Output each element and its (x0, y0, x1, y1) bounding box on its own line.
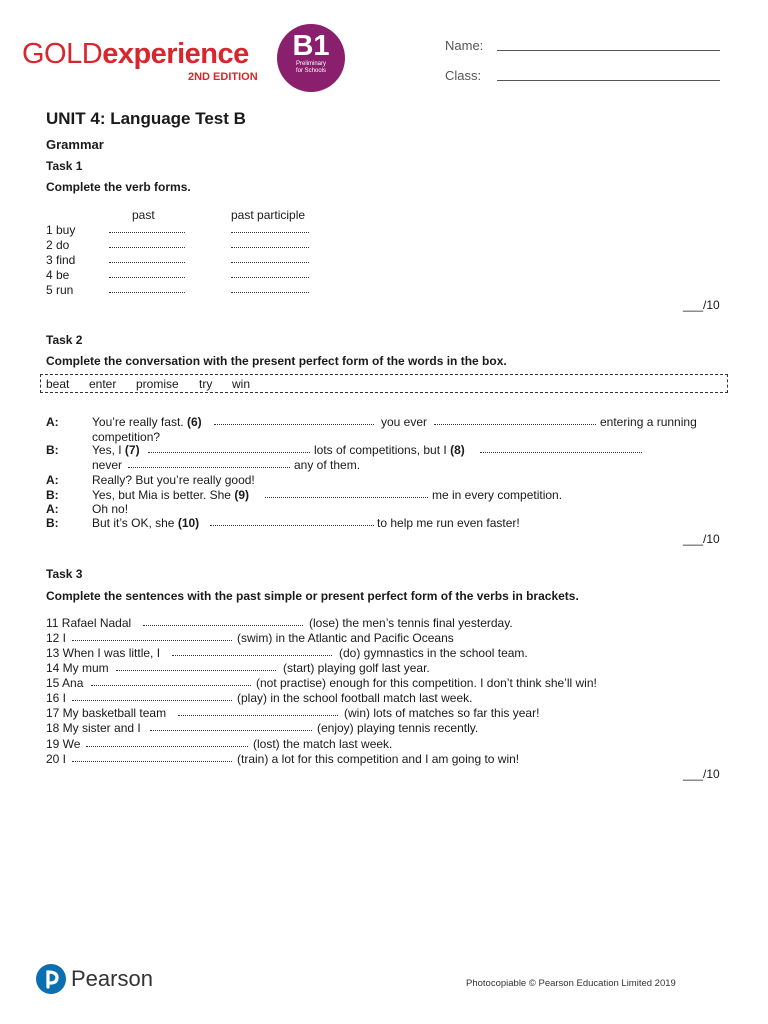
sentence-11-start: 11 Rafael Nadal (46, 616, 132, 630)
dialogue-text: Oh no! (92, 502, 129, 516)
sentence-18-start: 18 My sister and I (46, 721, 141, 735)
sentence-19-end: (lost) the match last week. (253, 737, 393, 751)
sentence-13-start: 13 When I was little, I (46, 646, 161, 660)
box-word-beat: beat (46, 377, 70, 391)
level-sub1: Preliminary (295, 61, 326, 67)
dialogue-text: entering a running (600, 415, 697, 429)
sentence-16-end: (play) in the school football match last week. (237, 691, 473, 705)
speaker-a: A: (46, 502, 59, 516)
edition-label: 2ND EDITION (188, 71, 258, 83)
dialogue-text: you ever (381, 415, 428, 429)
dialogue-text (92, 516, 199, 530)
publisher-name: Pearson (71, 966, 153, 991)
dialogue-text (92, 443, 140, 457)
answer-blank[interactable] (434, 424, 596, 425)
dialogue-text (314, 443, 465, 457)
col-past-header: past (132, 208, 155, 222)
answer-blank[interactable] (91, 685, 251, 686)
question-number: (8) (450, 443, 465, 457)
sentence-20-end: (train) a lot for this competition and I am going to win! (237, 752, 520, 766)
answer-blank[interactable] (265, 497, 428, 498)
sentence-15-end: (not practise) enough for this competition. I don’t think she’ll win! (256, 676, 597, 690)
question-number: (6) (186, 415, 202, 429)
speaker-a: A: (46, 415, 59, 429)
task3-heading: Task 3 (46, 567, 83, 581)
answer-blank[interactable] (231, 292, 309, 293)
box-word-win: win (232, 377, 251, 391)
sentence-20-start: 20 I (46, 752, 67, 766)
answer-blank[interactable] (231, 277, 309, 278)
dialogue-text: But it’s OK, she (92, 516, 175, 530)
answer-blank[interactable] (210, 525, 374, 526)
task1-row-2: 2 do (46, 238, 70, 252)
box-word-try: try (199, 377, 213, 391)
speaker-b: B: (46, 443, 59, 457)
sentence-16-start: 16 I (46, 691, 67, 705)
answer-blank[interactable] (109, 232, 185, 233)
question-number: (10) (177, 516, 200, 530)
task2-heading: Task 2 (46, 333, 83, 347)
level-badge (277, 24, 345, 92)
answer-blank[interactable] (86, 746, 248, 747)
answer-blank[interactable] (231, 262, 309, 263)
brand-logo (22, 38, 249, 71)
task1-row-3: 3 find (46, 253, 76, 267)
box-word-enter: enter (89, 377, 117, 391)
answer-blank[interactable] (214, 424, 374, 425)
answer-blank[interactable] (231, 232, 309, 233)
brand-gold-text: GOLD (22, 38, 103, 70)
answer-blank[interactable] (143, 625, 303, 626)
level-sub2: for Schools (295, 68, 326, 74)
task1-score: ___/10 (683, 298, 720, 312)
dialogue-text (92, 415, 202, 429)
answer-blank[interactable] (148, 452, 310, 453)
name-label: Name: (445, 38, 484, 53)
task1-row-1: 1 buy (46, 223, 76, 237)
dialogue-text: never (92, 458, 123, 472)
task2-instruction: Complete the conversation with the present perfect form of the words in the box. (46, 354, 507, 368)
answer-blank[interactable] (109, 262, 185, 263)
answer-blank[interactable] (72, 700, 232, 701)
answer-blank[interactable] (172, 655, 332, 656)
dialogue-text: lots of competitions, but I (314, 443, 447, 457)
sentence-13-end: (do) gymnastics in the school team. (339, 646, 528, 660)
task3-instruction: Complete the sentences with the past simple or present perfect form of the verbs in brackets. (46, 589, 579, 603)
dialogue-text: competition? (92, 430, 161, 444)
dialogue-text: any of them. (294, 458, 361, 472)
section-title: Grammar (46, 137, 104, 152)
question-number: (7) (124, 443, 140, 457)
page-title: UNIT 4: Language Test B (46, 109, 246, 128)
copyright-notice: Photocopiable © Pearson Education Limited 2019 (466, 978, 676, 989)
answer-blank[interactable] (109, 247, 185, 248)
speaker-b: B: (46, 488, 59, 502)
answer-blank[interactable] (72, 640, 232, 641)
dialogue-text: Yes, I (92, 443, 122, 457)
answer-blank[interactable] (109, 277, 185, 278)
dialogue-text: to help me run even faster! (377, 516, 520, 530)
answer-blank[interactable] (72, 761, 232, 762)
answer-blank[interactable] (128, 467, 290, 468)
task1-row-5: 5 run (46, 283, 74, 297)
sentence-14-end: (start) playing golf last year. (283, 661, 430, 675)
dialogue-text: Yes, but Mia is better. She (92, 488, 231, 502)
answer-blank[interactable] (150, 730, 312, 731)
task3-score: ___/10 (683, 767, 720, 781)
dialogue-text: Really? But you’re really good! (92, 473, 255, 487)
sentence-12-start: 12 I (46, 631, 67, 645)
speaker-b: B: (46, 516, 59, 530)
dialogue-text (92, 488, 249, 502)
class-label: Class: (445, 68, 482, 83)
sentence-17-start: 17 My basketball team (46, 706, 167, 720)
level-text: B1 (292, 30, 330, 62)
sentence-15-start: 15 Ana (46, 676, 84, 690)
task2-score: ___/10 (683, 532, 720, 546)
dialogue-text: me in every competition. (432, 488, 563, 502)
answer-blank[interactable] (480, 452, 642, 453)
box-word-promise: promise (136, 377, 179, 391)
dialogue-text: You’re really fast. (92, 415, 184, 429)
sentence-19-start: 19 We (46, 737, 81, 751)
col-pp-header: past participle (231, 208, 306, 222)
answer-blank[interactable] (116, 670, 276, 671)
sentence-11-end: (lose) the men’s tennis final yesterday. (309, 616, 513, 630)
question-number: (9) (234, 488, 249, 502)
answer-blank[interactable] (231, 247, 309, 248)
sentence-12-end: (swim) in the Atlantic and Pacific Oceans (237, 631, 454, 645)
answer-blank[interactable] (178, 715, 338, 716)
class-field[interactable] (497, 80, 720, 81)
task1-heading: Task 1 (46, 159, 83, 173)
task1-row-4: 4 be (46, 268, 70, 282)
answer-blank[interactable] (109, 292, 185, 293)
task1-instruction: Complete the verb forms. (46, 180, 191, 194)
sentence-17-end: (win) lots of matches so far this year! (344, 706, 540, 720)
sentence-14-start: 14 My mum (46, 661, 109, 675)
pearson-logo-icon (36, 964, 66, 994)
name-field[interactable] (497, 50, 720, 51)
brand-experience-text: experience (102, 38, 249, 70)
speaker-a: A: (46, 473, 59, 487)
sentence-18-end: (enjoy) playing tennis recently. (317, 721, 479, 735)
